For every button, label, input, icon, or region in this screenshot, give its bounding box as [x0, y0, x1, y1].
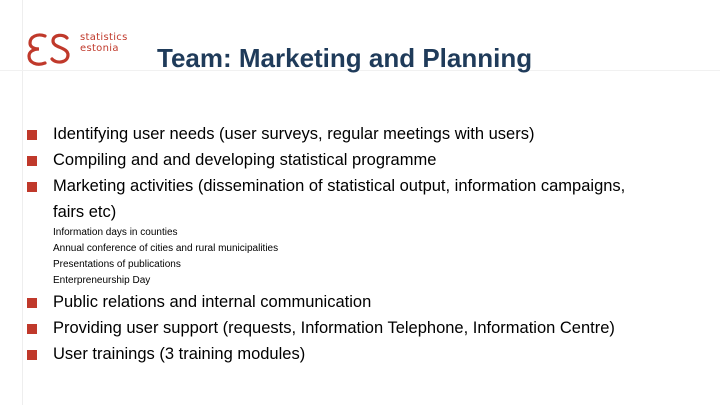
sub-item: Presentations of publications: [53, 259, 181, 270]
list-item-text: fairs etc): [53, 203, 117, 221]
list-item-text: User trainings (3 training modules): [53, 345, 306, 363]
es-logo-mark: [27, 30, 73, 68]
sub-item: Annual conference of cities and rural municipalities: [53, 243, 279, 254]
square-bullet-icon: [27, 182, 37, 192]
square-bullet-icon: [27, 156, 37, 166]
statistics-estonia-logo: [27, 30, 137, 70]
page-title: Team: Marketing and Planning: [157, 43, 533, 73]
sub-item: Enterpreneurship Day: [53, 275, 151, 286]
logo-wordmark: [80, 33, 128, 55]
vertical-guide-line: [22, 0, 23, 405]
logo-line-1: statistics: [80, 32, 128, 43]
square-bullet-icon: [27, 324, 37, 334]
square-bullet-icon: [27, 130, 37, 140]
square-bullet-icon: [27, 298, 37, 308]
list-item-text: Public relations and internal communication: [53, 293, 372, 311]
list-item-text: Providing user support (requests, Information Telephone, Information Centre): [53, 319, 615, 337]
list-item-text: Compiling and and developing statistical programme: [53, 151, 437, 169]
logo-line-2: estonia: [80, 43, 119, 54]
list-item-text: Identifying user needs (user surveys, regular meetings with users): [53, 125, 535, 143]
square-bullet-icon: [27, 350, 37, 360]
sub-item: Information days in counties: [53, 227, 178, 238]
list-item-text: Marketing activities (dissemination of statistical output, information campaigns,: [53, 177, 626, 195]
